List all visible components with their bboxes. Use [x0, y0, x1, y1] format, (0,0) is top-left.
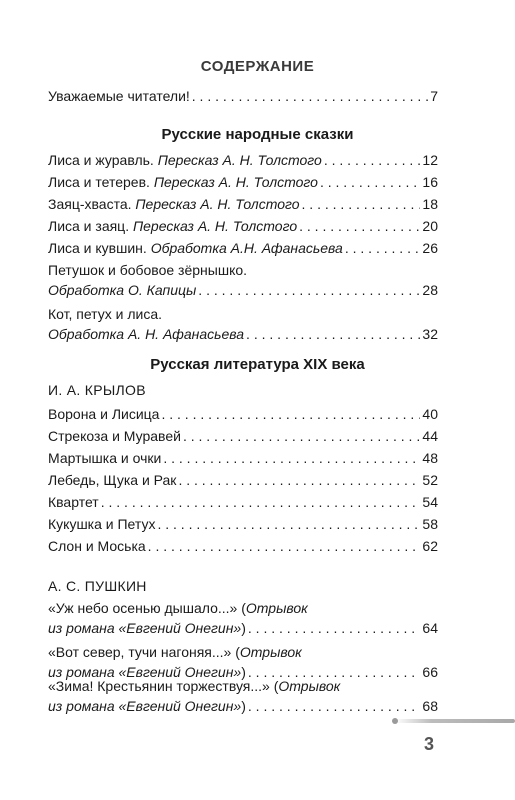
leader-dots — [157, 514, 420, 534]
page-number: 20 — [422, 218, 438, 234]
toc-entry[interactable] — [48, 260, 438, 300]
entry-paren: ) — [241, 698, 246, 714]
entry-attribution: Пересказ А. Н. Толстого — [132, 218, 298, 234]
page-number: 12 — [422, 152, 438, 168]
entry-title: Заяц-хваста. — [48, 196, 132, 212]
entry-attribution: Отрывок — [278, 678, 341, 694]
leader-dots — [324, 150, 421, 170]
entry-attribution: из романа «Евгений Онегин» — [48, 664, 242, 680]
page-number: 48 — [422, 450, 438, 466]
entry-title: Стрекоза и Муравей — [48, 428, 181, 444]
leader-dots — [163, 448, 420, 468]
entry-title: Слон и Моська — [48, 538, 146, 554]
author-heading-pushkin: А. С. ПУШКИН — [48, 578, 147, 594]
leader-dots — [248, 696, 421, 716]
leader-dots — [320, 172, 420, 192]
toc-entry[interactable] — [48, 514, 438, 534]
toc-entry-intro[interactable] — [48, 86, 438, 106]
entry-title: Кукушка и Петух — [48, 516, 156, 532]
entry-paren: ) — [241, 664, 246, 680]
page-number: 7 — [430, 88, 438, 104]
page-number: 62 — [422, 538, 438, 554]
entry-title: Лиса и тетерев. — [48, 174, 150, 190]
entry-attribution: Пересказ А. Н. Толстого — [153, 174, 318, 190]
entry-title: «Зима! Крестьянин торжествуя...» ( — [48, 678, 279, 694]
toc-entry[interactable] — [48, 492, 438, 512]
toc-entry[interactable] — [48, 404, 438, 424]
entry-title: Лиса и кувшин. — [48, 240, 147, 256]
leader-dots — [246, 324, 420, 344]
entry-attribution: Обработка А.Н. Афанасьева — [150, 240, 343, 256]
page-number: 58 — [422, 516, 438, 532]
leader-dots — [299, 216, 420, 236]
page-number: 40 — [422, 406, 438, 422]
entry-title: Мартышка и очки — [48, 450, 162, 466]
folio-page-number: 3 — [424, 734, 435, 754]
entry-title: Лиса и журавль. — [48, 152, 154, 168]
entry-attribution: Отрывок — [245, 600, 308, 616]
leader-dots — [101, 492, 421, 512]
toc-entry[interactable] — [48, 304, 438, 344]
toc-entry[interactable] — [48, 676, 438, 716]
toc-entry[interactable] — [48, 172, 438, 192]
section-title-folk: Русские народные сказки — [161, 126, 354, 143]
toc-entry[interactable] — [48, 470, 438, 490]
page-number: 66 — [422, 664, 438, 680]
leader-dots — [248, 618, 421, 638]
entry-attribution: из романа «Евгений Онегин» — [48, 698, 242, 714]
page-number: 16 — [422, 174, 438, 190]
entry-title: Лебедь, Щука и Рак — [48, 472, 177, 488]
footer-rule — [395, 719, 515, 723]
entry-attribution: Обработка О. Капицы — [48, 282, 197, 298]
entry-title: Кот, петух и лиса. — [48, 306, 163, 322]
toc-entry[interactable] — [48, 448, 438, 468]
entry-title: Петушок и бобовое зёрнышко. — [48, 262, 248, 278]
page-number: 26 — [422, 240, 438, 256]
section-title-lit19: Русская литература XIX века — [150, 356, 365, 373]
toc-entry[interactable] — [48, 238, 438, 258]
entry-attribution: из романа «Евгений Онегин» — [48, 620, 242, 636]
leader-dots — [198, 280, 420, 300]
page-number: 64 — [422, 620, 438, 636]
leader-dots — [161, 404, 420, 424]
entry-attribution: Отрывок — [239, 644, 302, 660]
entry-title: Квартет — [48, 494, 99, 510]
toc-entry[interactable] — [48, 150, 438, 170]
toc-entry[interactable] — [48, 536, 438, 556]
toc-entry[interactable] — [48, 598, 438, 638]
page-number: 68 — [422, 698, 438, 714]
entry-attribution: Обработка А. Н. Афанасьева — [48, 326, 245, 342]
entry-attribution: Пересказ А. Н. Толстого — [135, 196, 300, 212]
toc-entry[interactable] — [48, 426, 438, 446]
leader-dots — [183, 426, 420, 446]
leader-dots — [192, 86, 428, 106]
entry-attribution: Пересказ А. Н. Толстого — [157, 152, 322, 168]
page-number: 44 — [422, 428, 438, 444]
entry-title: Ворона и Лисица — [48, 406, 160, 422]
entry-title: «Вот север, тучи нагоняя...» ( — [48, 644, 240, 660]
page-title: СОДЕРЖАНИЕ — [200, 58, 315, 75]
page-number: 32 — [422, 326, 438, 342]
page-number: 28 — [422, 282, 438, 298]
leader-dots — [302, 194, 421, 214]
page-number: 52 — [422, 472, 438, 488]
entry-title: «Уж небо осенью дышало...» ( — [48, 600, 246, 616]
leader-dots — [148, 536, 421, 556]
entry-title: Лиса и заяц. — [48, 218, 130, 234]
author-heading-krylov: И. А. КРЫЛОВ — [48, 382, 146, 398]
footer-dot — [392, 718, 398, 724]
page-number: 54 — [422, 494, 438, 510]
entry-title: Уважаемые читатели! — [48, 88, 190, 104]
toc-entry[interactable] — [48, 216, 438, 236]
page-number: 18 — [422, 196, 438, 212]
toc-entry[interactable] — [48, 194, 438, 214]
leader-dots — [178, 470, 420, 490]
entry-paren: ) — [241, 620, 246, 636]
leader-dots — [345, 238, 421, 258]
